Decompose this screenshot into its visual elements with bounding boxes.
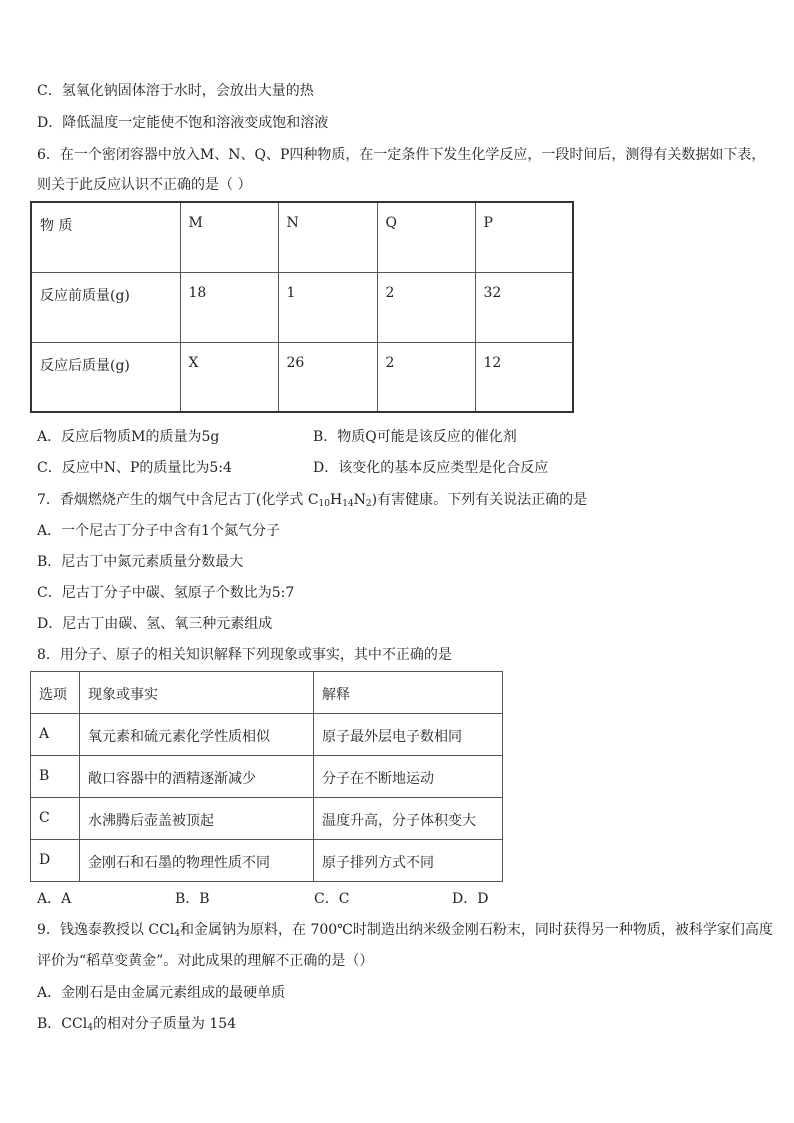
- table-cell: 反应前质量(g): [31, 272, 180, 342]
- table-cell: D: [31, 840, 80, 882]
- table-header-cell: N: [278, 202, 377, 272]
- table-header-cell: 物 质: [31, 202, 180, 272]
- table-cell: 原子最外层电子数相同: [314, 714, 503, 756]
- table-header-cell: 现象或事实: [80, 672, 314, 714]
- q9-option-a: A．金刚石是由金属元素组成的最硬单质: [37, 985, 286, 1001]
- table-cell: A: [31, 714, 80, 756]
- table-header-cell: 选项: [31, 672, 80, 714]
- q9-stem-text: 9．钱逸泰教授以 CCl: [37, 922, 175, 938]
- table-header-cell: P: [475, 202, 573, 272]
- q7-stem: [37, 490, 587, 514]
- table-cell: 2: [377, 342, 475, 412]
- q8-option-d: D．D: [452, 891, 489, 907]
- q8-stem: 8．用分子、原子的相关知识解释下列现象或事实，其中不正确的是: [37, 647, 452, 663]
- table-cell: B: [31, 756, 80, 798]
- table-cell: 金刚石和石墨的物理性质不同: [80, 840, 314, 882]
- q9-option-b-text: 的相对分子质量为 154: [92, 1016, 237, 1032]
- table-cell: 反应后质量(g): [31, 342, 180, 412]
- q7-option-d: D．尼古丁由碳、氢、氧三种元素组成: [37, 616, 273, 632]
- table-row: [31, 272, 573, 342]
- subscript: 4: [174, 929, 180, 939]
- formula-element: N: [353, 492, 366, 508]
- table-cell: X: [180, 342, 278, 412]
- table-cell: 水沸腾后壶盖被顶起: [80, 798, 314, 840]
- q6-option-a: A．反应后物质M的质量为5g: [37, 429, 220, 445]
- q7-option-b: B．尼古丁中氮元素质量分数最大: [37, 554, 244, 570]
- table-cell: 18: [180, 272, 278, 342]
- table-row: [31, 840, 503, 882]
- table-row: [31, 798, 503, 840]
- table-header-row: [31, 672, 503, 714]
- table-cell: 分子在不断地运动: [314, 756, 503, 798]
- table-row: [31, 714, 503, 756]
- q6-stem-line1: 6．在一个密闭容器中放入M、N、Q、P四种物质，在一定条件下发生化学反应，一段时间后，测得有关数据如下表，: [37, 147, 766, 163]
- q6-stem-line2: 则关于此反应认识不正确的是（ ）: [37, 177, 252, 193]
- q6-option-b: B．物质Q可能是该反应的催化剂: [313, 429, 517, 445]
- q9-option-b-text: B．CCl: [37, 1016, 88, 1032]
- q6-option-d: D．该变化的基本反应类型是化合反应: [313, 460, 549, 476]
- q8-option-c: C．C: [314, 891, 350, 907]
- table-row: [31, 342, 573, 412]
- table-cell: 敞口容器中的酒精逐渐减少: [80, 756, 314, 798]
- q7-stem-text: )有害健康。下列有关说法正确的是: [371, 492, 588, 508]
- subscript: 14: [342, 499, 354, 509]
- table-cell: 氧元素和硫元素化学性质相似: [80, 714, 314, 756]
- table-cell: C: [31, 798, 80, 840]
- q7-option-c: C．尼古丁分子中碳、氢原子个数比为5:7: [37, 585, 295, 601]
- q9-stem-line2: 评价为“稻草变黄金”。对此成果的理解不正确的是（）: [37, 953, 374, 969]
- q7-option-a: A．一个尼古丁分子中含有1个氮气分子: [37, 523, 281, 539]
- table-cell: 1: [278, 272, 377, 342]
- q9-stem-text: 和金属钠为原料，在 700℃时制造出纳米级金刚石粉末，同时获得另一种物质，被科学家们高度: [180, 922, 773, 938]
- table-cell: 26: [278, 342, 377, 412]
- q6-data-table: [30, 201, 574, 413]
- table-header-cell: Q: [377, 202, 475, 272]
- q8-table: [30, 671, 503, 882]
- subscript: 4: [87, 1023, 93, 1033]
- table-cell: 原子排列方式不同: [314, 840, 503, 882]
- q7-stem-text: 7．香烟燃烧产生的烟气中含尼古丁(化学式 C: [37, 492, 319, 508]
- q6-option-c: C．反应中N、P的质量比为5:4: [37, 460, 232, 476]
- formula-element: H: [329, 492, 343, 508]
- table-row: [31, 756, 503, 798]
- q9-option-b: [37, 1014, 236, 1038]
- q8-option-b: B．B: [175, 891, 210, 907]
- table-cell: 2: [377, 272, 475, 342]
- subscript: 10: [318, 499, 330, 509]
- table-cell: 温度升高，分子体积变大: [314, 798, 503, 840]
- table-header-row: [31, 202, 573, 272]
- table-header-cell: 解释: [314, 672, 503, 714]
- q5-option-c: C．氢氧化钠固体溶于水时，会放出大量的热: [37, 83, 314, 99]
- table-cell: 32: [475, 272, 573, 342]
- q8-option-a: A．A: [37, 891, 72, 907]
- q5-option-d: D．降低温度一定能使不饱和溶液变成饱和溶液: [37, 115, 329, 131]
- subscript: 2: [365, 499, 372, 509]
- table-cell: 12: [475, 342, 573, 412]
- q9-stem-line1: [37, 920, 773, 944]
- table-header-cell: M: [180, 202, 278, 272]
